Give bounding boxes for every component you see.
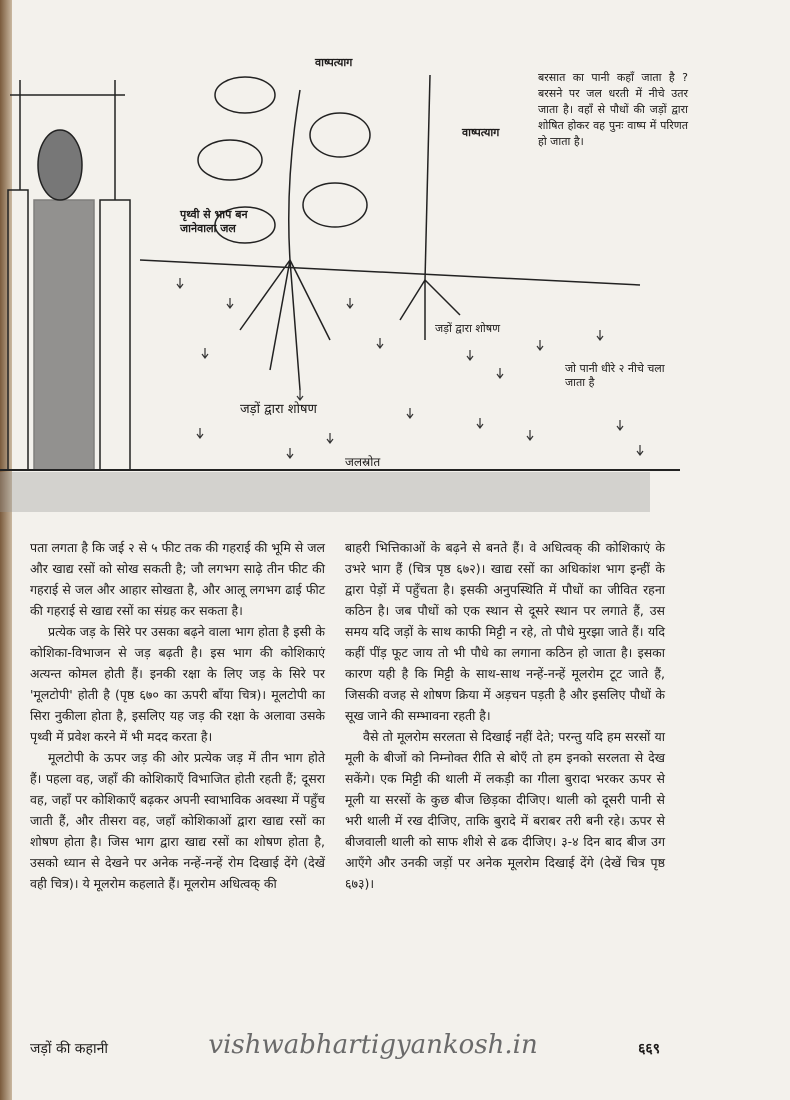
- down-arrow-icon: [477, 418, 483, 428]
- chapter-title-footer: जड़ों की कहानी: [30, 1041, 108, 1057]
- paragraph: प्रत्येक जड़ के सिरे पर उसका बढ़ने वाला भाग होता है इसी के कोशिका-विभाजन से जड़ बढ़ती है। इस भाग की कोशिकाएं अत्यन्त कोमल होती हैं। इनकी रक्षा के लिए जड़ के सिरे पर 'मूलटोपी' होती है (पृष्ठ ६७० का ऊपरी बाँया चित्र)। मूलटोपी का सिरा नुकीला होता है, इसलिए यह जड़ की रक्षा के अलावा उसके पृथ्वी में प्रवेश करने में भी मदद करता है।: [30, 624, 325, 744]
- page-footer: [30, 1030, 660, 1060]
- paragraph: मूलटोपी के ऊपर जड़ की ओर प्रत्येक जड़ में तीन भाग होते हैं। पहला वह, जहाँ की कोशिकाएँ विभाजित होती रहती हैं; दूसरा वह, जहाँ पर कोशिकाएँ बढ़कर अपनी स्वाभाविक अवस्था में पहुँच जाती हैं, और तीसरा वह, जहाँ कोशिकाओं द्वारा खाद्य रसों का शोषण होता है। जिस भाग द्वारा खाद्य रसों का शोषण होता है, उसको ध्यान से देखने पर अनेक नन्हें-नन्हें रोम दिखाई देंगे (देखें वही चित्र)। ये मूलरोम कहलाते हैं। मूलरोम अधित्वक् की: [30, 750, 325, 891]
- down-arrow-icon: [347, 298, 353, 308]
- left-text-column: [30, 537, 325, 894]
- label-water-source: जलस्रोत: [345, 455, 381, 469]
- label-seeping-water: जो पानी धीरे २ नीचे चला जाता है: [565, 362, 665, 389]
- paragraph: वैसे तो मूलरोम सरलता से दिखाई नहीं देते; परन्तु यदि हम सरसों या मूली के बीजों को निम्नोक्त रीति से बोएँ तो हम इनको सरलता से देख सकेंगे। एक मिट्टी की थाली में लकड़ी का गीला बुरादा भरकर ऊपर से मूली या सरसों के कुछ बीज छिड़का दीजिए। थाली को दूसरी पानी से भरी थाली में रख दीजिए, ताकि बुरादे में बराबर तरी बनी रहे। ऊपर से बीजवाली थाली को साफ शीशे से ढक दीजिए। ३-४ दिन बाद बीज उग आएँगे और उनकी जड़ों पर अनेक मूलरोम दिखाई देंगे (देखें चित्र पृष्ठ ६७३)।: [345, 729, 665, 891]
- down-arrow-icon: [227, 298, 233, 308]
- right-text-column: [345, 537, 665, 894]
- down-arrow-icon: [527, 430, 533, 440]
- figure-caption: बरसात का पानी कहाँ जाता है ? बरसने पर जल धरती में नीचे उतर जाता है। वहाँ से पौधों की जड़ों द्वारा शोषित होकर वह पुनः वाष्प में परिणत हो जाता है।: [538, 71, 688, 148]
- down-arrow-icon: [197, 428, 203, 438]
- well-wall-right: [100, 200, 130, 470]
- label-root-absorption-2: जड़ों द्वारा शोषण: [240, 402, 317, 417]
- down-arrow-icon: [467, 350, 473, 360]
- page-number: ६६९: [638, 1041, 660, 1057]
- label-evaporating-water: पृथ्वी से भाप बन जानेवाला जल: [180, 208, 248, 235]
- down-arrow-icon: [327, 433, 333, 443]
- down-arrow-icon: [202, 348, 208, 358]
- paragraph: बाहरी भित्तिकाओं के बढ़ने से बनते हैं। वे अधित्वक् की कोशिकाएं के उभरे भाग हैं (चित्र पृष्ठ ६७२)। खाद्य रसों का अधिकांश भाग इन्हीं के द्वारा पेड़ों में पहुँचता है। इसकी अनुपस्थिति में पौधों का जीवित रहना कठिन है। जब पौधों को एक स्थान से दूसरे स्थान पर लगाते हैं, उस समय यदि जड़ों के साथ काफी मिट्टी न रहे, तो पौधे मुरझा जाते हैं। यदि कहीं पींड़ फूट जाय तो भी पौधे का लगाना कठिन हो जाता है। इसका कारण यही है कि मिट्टी के साथ-साथ नन्हें-नन्हें मूलरोम टूट जाते हैं, जिसकी वजह से शोषण क्रिया में अड़चन पड़ती है और इसलिए पौधों के सूख जाने की सम्भावना रहती है।: [345, 540, 665, 723]
- label-transpiration-2: वाष्पत्याग: [462, 126, 500, 139]
- well-wall-left: [8, 190, 28, 470]
- label-root-absorption-1: जड़ों द्वारा शोषण: [435, 322, 501, 335]
- down-arrow-icon: [597, 330, 603, 340]
- watermark: vishwabhartigyankosh.in: [208, 1030, 538, 1060]
- paragraph: पता लगता है कि जई २ से ५ फीट तक की गहराई की भूमि से जल और खाद्य रसों को सोख सकती है; जौ लगभग साढ़े तीन फीट की गहराई से जल और आहार सोखता है, और आलू लगभग ढाई फीट की गहराई से खाद्य रसों का संग्रह कर सकता है।: [30, 540, 325, 618]
- down-arrow-icon: [407, 408, 413, 418]
- down-arrow-icon: [537, 340, 543, 350]
- label-transpiration-1: वाष्पत्याग: [315, 56, 353, 69]
- down-arrow-icon: [617, 420, 623, 430]
- down-arrow-icon: [287, 448, 293, 458]
- down-arrow-icon: [637, 445, 643, 455]
- down-arrow-icon: [497, 368, 503, 378]
- down-arrow-icon: [177, 278, 183, 288]
- down-arrow-icon: [377, 338, 383, 348]
- down-arrow-icon: [297, 390, 303, 400]
